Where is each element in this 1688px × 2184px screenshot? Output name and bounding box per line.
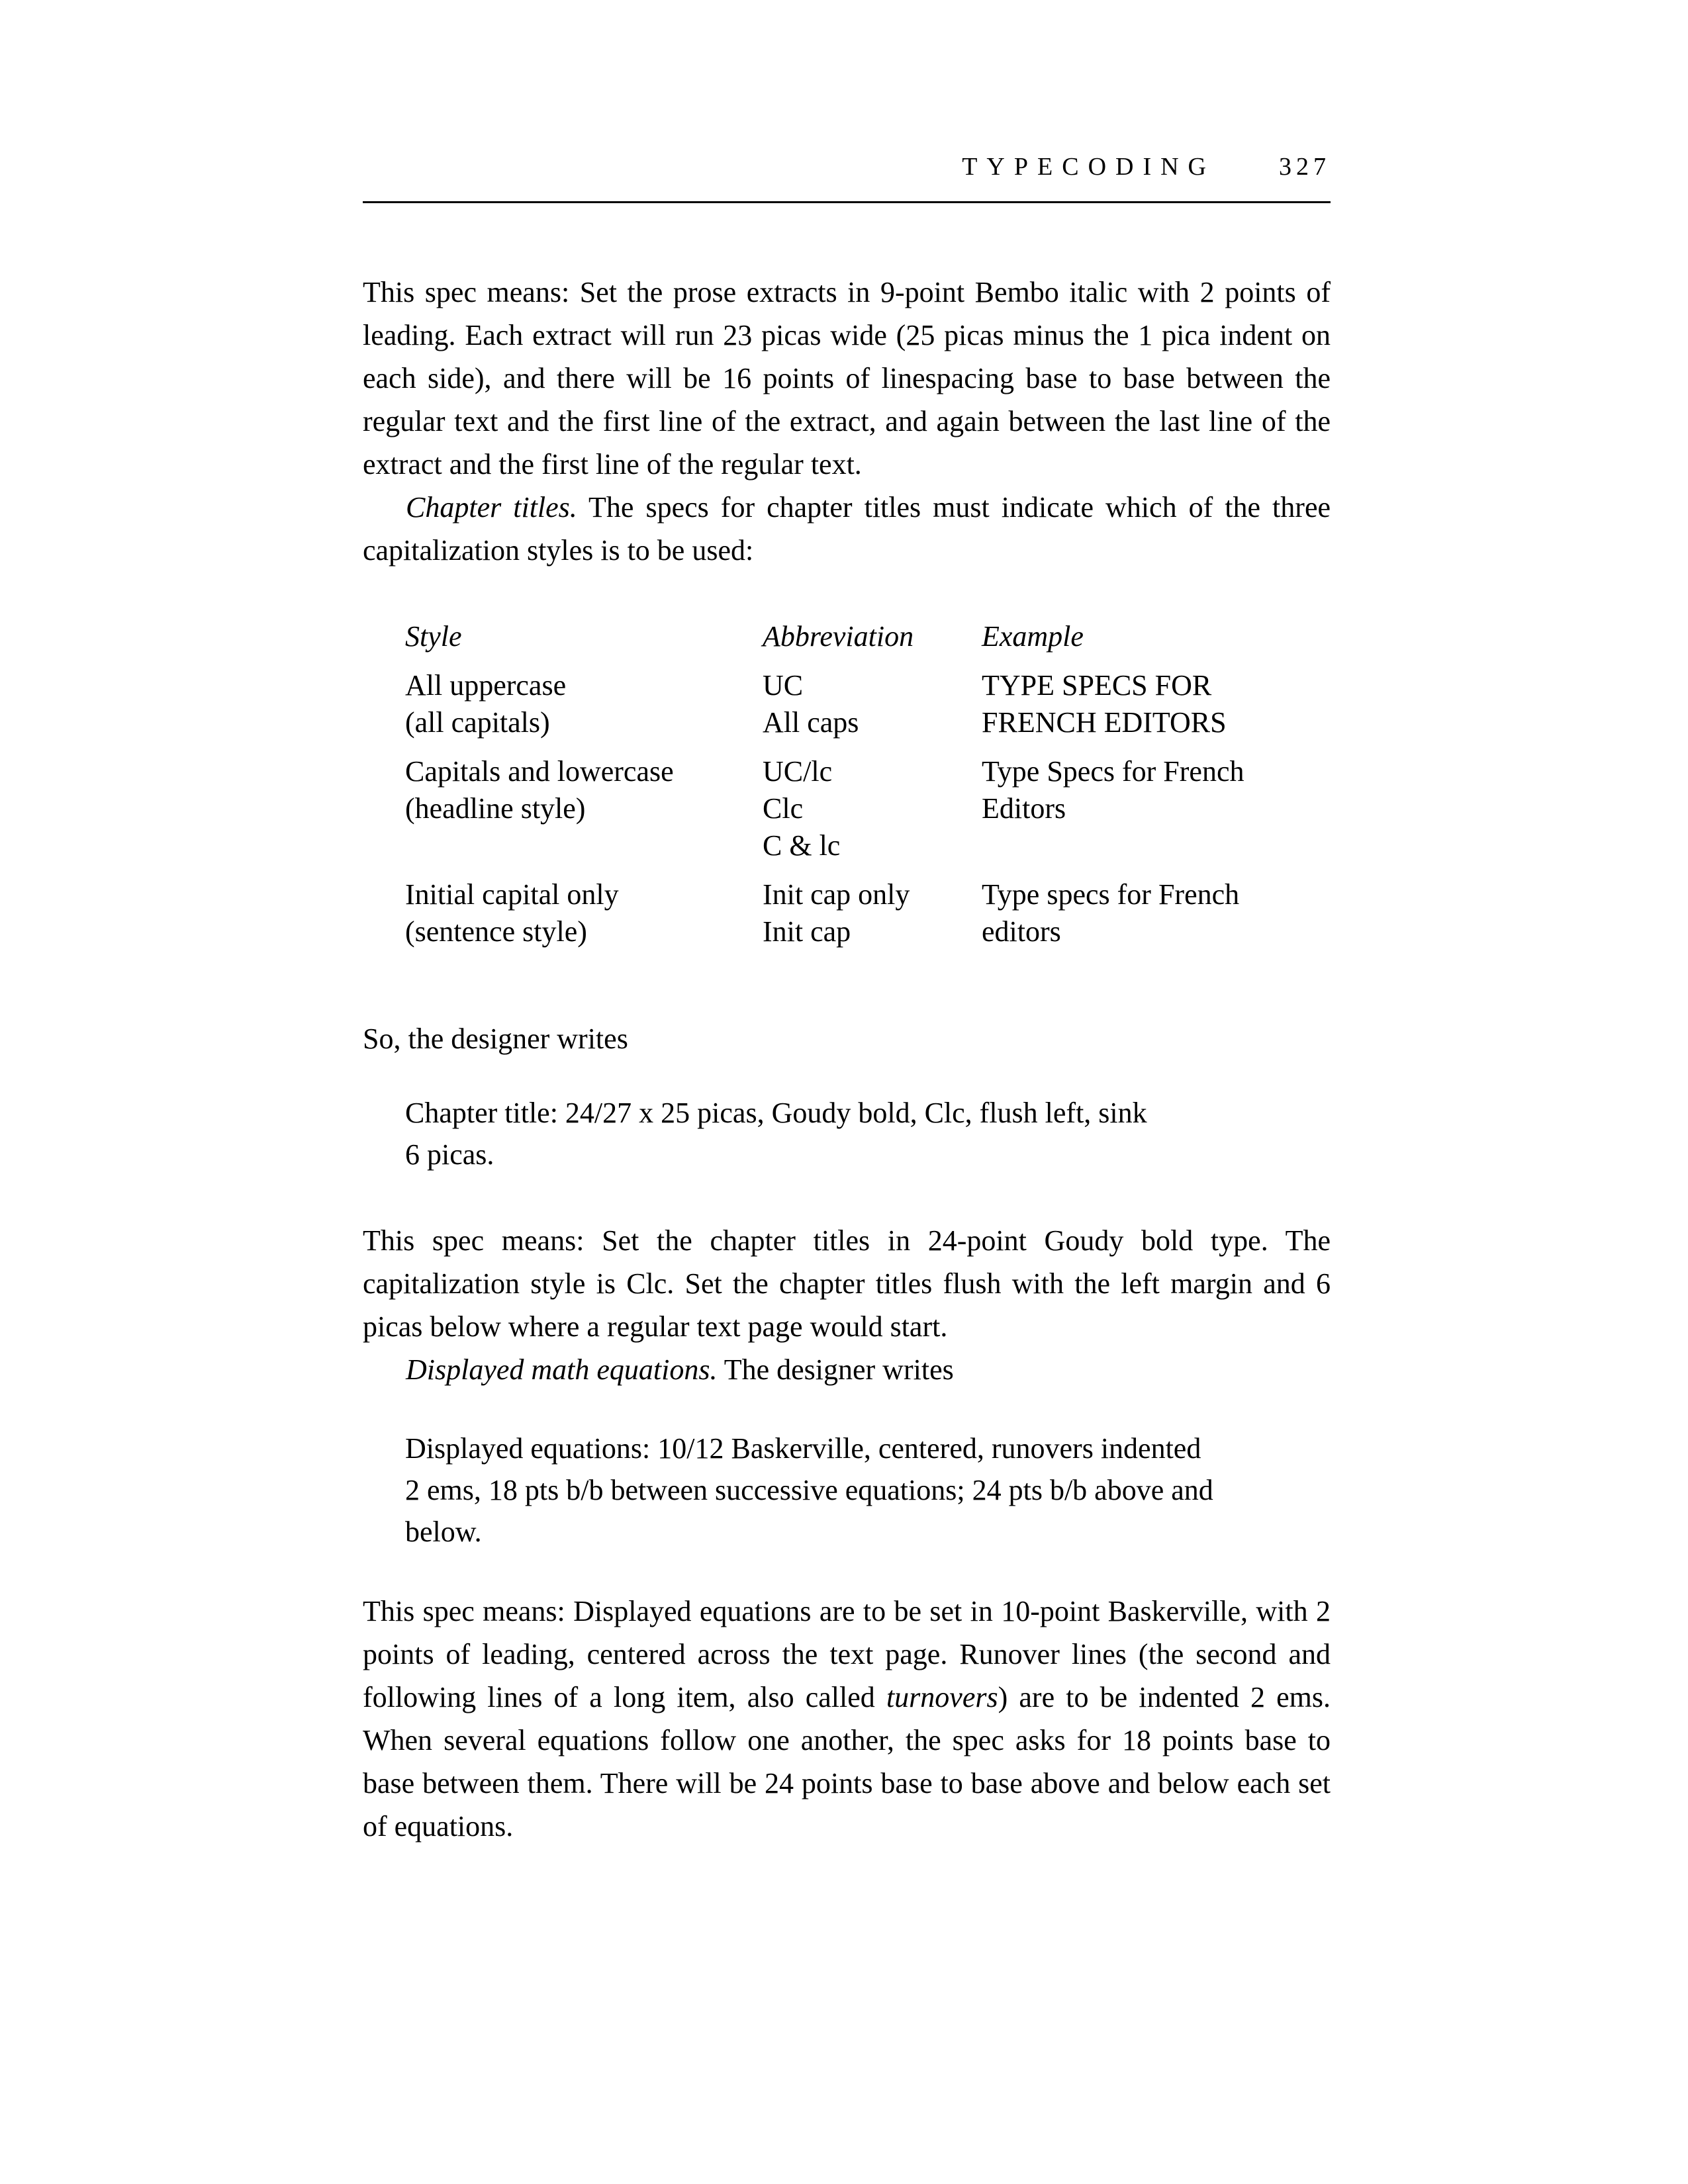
cell-line: Init cap only [763, 878, 910, 911]
cell-line: All uppercase [405, 669, 567, 702]
paragraph-6-after: ) are to be indented 2 ems. When several equations follow one another, the spec asks for 18 points base to base between them. There will be 24 points base to base above and below each set of equations. [363, 1681, 1331, 1843]
body-paragraph-5 [363, 1348, 1331, 1391]
spec-line: Displayed equations: 10/12 Baskerville, centered, runovers indented [405, 1432, 1201, 1465]
table-row [405, 753, 1373, 864]
spec-line: 2 ems, 18 pts b/b between successive equations; 24 pts b/b above and [405, 1474, 1213, 1506]
paragraph-3 [363, 1017, 1331, 1060]
paragraph-2-italic-lead: Chapter titles. [406, 491, 577, 523]
cell-line: C & lc [763, 829, 841, 862]
paragraph-6-italic-word: turnovers [886, 1681, 998, 1713]
column-header-abbreviation: Abbreviation [763, 620, 914, 653]
spec-line: Chapter title: 24/27 x 25 picas, Goudy bold, Clc, flush left, sink [405, 1097, 1147, 1129]
running-head-title: TYPECODING [962, 153, 1215, 181]
abbreviation-cell [763, 667, 982, 741]
cell-line: FRENCH EDITORS [982, 706, 1227, 739]
cell-line: Type Specs for French [982, 755, 1244, 788]
paragraph-5-text: The designer writes [717, 1353, 954, 1386]
body-paragraph-4: This spec means: Set the chapter titles in 24-point Goudy bold type. The capitalization style is Clc. Set the chapter titles flush with the left margin and 6 picas below where a regular text page would start. [363, 1224, 1331, 1343]
running-header [363, 151, 1331, 183]
example-cell [982, 667, 1373, 741]
paragraph-6 [363, 1590, 1331, 1848]
chapter-title-spec-block [363, 1092, 1373, 1175]
displayed-equations-spec-block [363, 1428, 1373, 1553]
spec-line: 6 picas. [405, 1138, 494, 1171]
cell-line: All caps [763, 706, 859, 739]
cell-line: (headline style) [405, 792, 586, 825]
example-cell [982, 753, 1373, 864]
column-header-style: Style [405, 620, 462, 653]
table-row [405, 667, 1373, 741]
cell-line: TYPE SPECS FOR [982, 669, 1212, 702]
table-row [405, 876, 1373, 950]
paragraph-5-italic-lead: Displayed math equations. [406, 1353, 718, 1386]
capitalization-style-table [363, 618, 1373, 964]
paragraph-6-before: This spec means: Displayed equations are to be set in 10-point Baskerville, with 2 points of leading, centered across the text page. Runover lines (the second and following lines of a long item, also called [363, 1595, 1331, 1713]
cell-line: Type specs for French [982, 878, 1240, 911]
cell-line: UC/lc [763, 755, 833, 788]
paragraph-block-1 [363, 271, 1331, 572]
cell-line: Clc [763, 792, 804, 825]
cell-line: (sentence style) [405, 915, 587, 948]
abbreviation-cell [763, 876, 982, 950]
example-cell [982, 876, 1373, 950]
cell-line: editors [982, 915, 1061, 948]
cell-line: UC [763, 669, 804, 702]
page-number: 327 [1279, 153, 1331, 181]
body-paragraph-1: This spec means: Set the prose extracts in 9-point Bembo italic with 2 points of leading. Each extract will run 23 picas wide (25 picas minus the 1 pica indent on each side), and there will be 16 points of linespacing base to base between the regular text and the first line of the extract, and again between the last line of the extract and the first line of the regular text. [363, 276, 1331, 480]
paragraph-block-2 [363, 1219, 1331, 1391]
body-paragraph-3: So, the designer writes [363, 1023, 628, 1055]
divider-rule [363, 201, 1331, 203]
cell-line: Init cap [763, 915, 851, 948]
body-paragraph-2 [363, 486, 1331, 572]
cell-line: Capitals and lowercase [405, 755, 674, 788]
paragraph-2-text: The specs for chapter titles must indicate which of the three capitalization styles is to be used: [363, 491, 1331, 567]
table-header-row [405, 618, 1373, 655]
cell-line: Editors [982, 792, 1066, 825]
cell-line: (all capitals) [405, 706, 550, 739]
spec-line: below. [405, 1516, 482, 1548]
style-cell [405, 876, 763, 950]
abbreviation-cell [763, 753, 982, 864]
style-cell [405, 753, 763, 864]
cell-line: Initial capital only [405, 878, 619, 911]
column-header-example: Example [982, 620, 1084, 653]
body-paragraph-6 [363, 1590, 1331, 1848]
style-cell [405, 667, 763, 741]
